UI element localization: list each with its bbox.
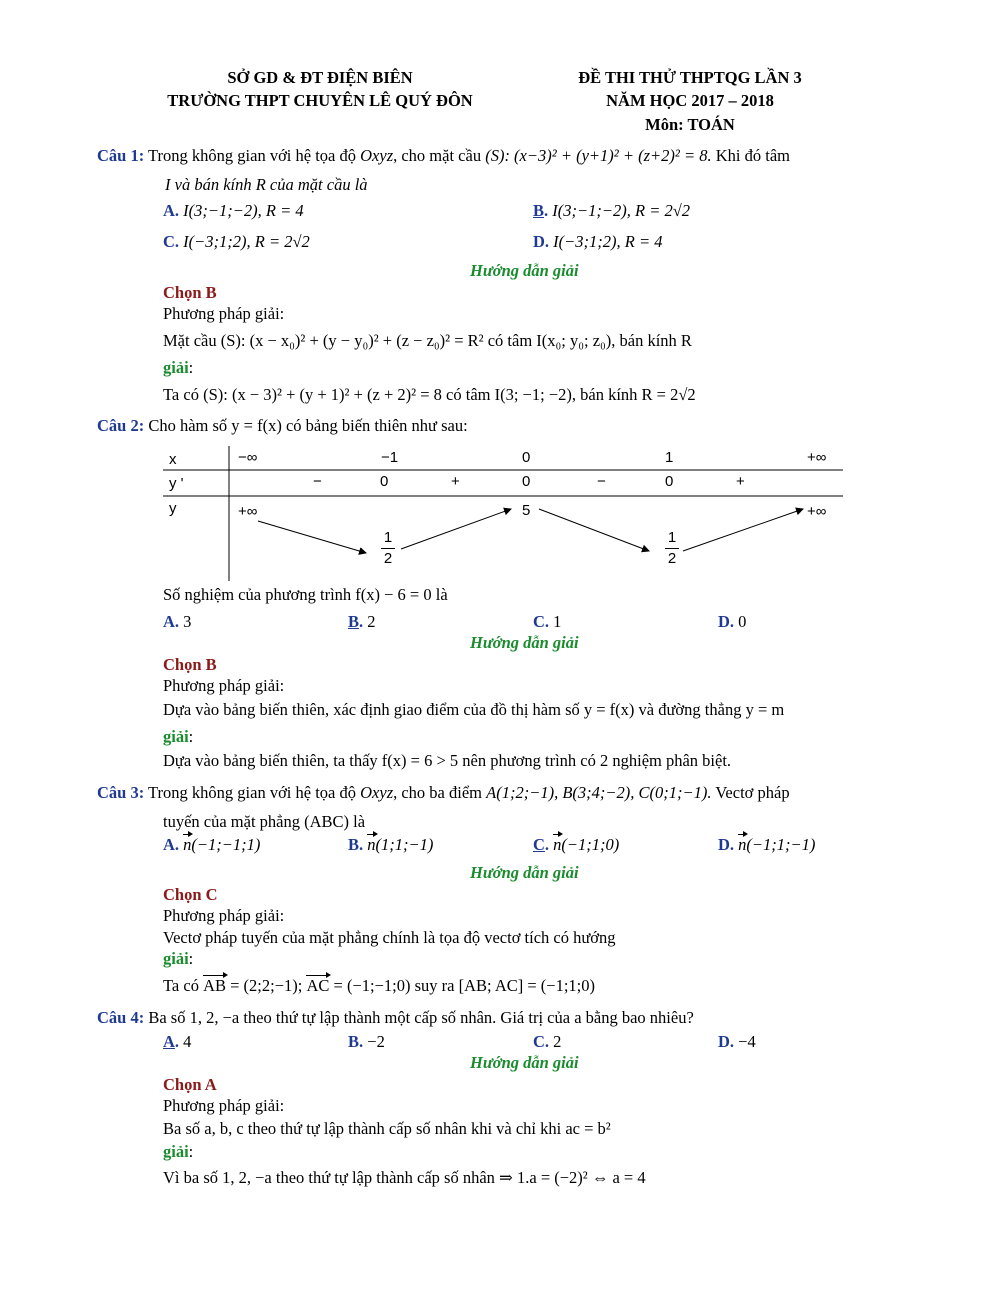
question-3-label: Câu 3:: [97, 783, 145, 802]
y-top-mid: 5: [522, 502, 531, 519]
q3-method-heading: Phương pháp giải:: [163, 906, 285, 925]
q3-option-c-letter: C: [533, 835, 545, 854]
q1-option-a-letter: A.: [163, 201, 180, 220]
q2-option-b-letter: B: [348, 612, 360, 631]
q3-method-text: Vectơ pháp tuyến của mặt phẳng chính là tọa độ vectơ tích có hướng: [163, 928, 616, 947]
q2-method-text: Dựa vào bảng biến thiên, xác định giao điểm của đồ thị hàm số y = f(x) và đường thẳng y = m: [163, 700, 785, 719]
x-val-1: −1: [381, 449, 399, 466]
q3-option-a[interactable]: [163, 835, 260, 855]
question-4: [97, 1008, 694, 1028]
q1-option-d-letter: D.: [533, 232, 550, 251]
yp-sign-3: 0: [522, 473, 531, 490]
q2-solve-label: giải: [163, 727, 189, 746]
q3-option-a-text: (−1;−1;1): [191, 835, 261, 854]
q2-option-a-text: 3: [183, 612, 192, 631]
q3-option-b-letter: B.: [348, 835, 364, 854]
q3-option-b-vector: n: [367, 835, 376, 854]
q4-option-c-text: 2: [553, 1032, 562, 1051]
q2-solve-heading: giải:: [163, 727, 194, 746]
q4-option-c[interactable]: [533, 1032, 561, 1052]
yp-sign-1: 0: [380, 473, 389, 490]
q2-option-a-letter: A.: [163, 612, 180, 631]
q2-option-d-text: 0: [738, 612, 747, 631]
q4-option-b[interactable]: [348, 1032, 385, 1052]
q1-option-c-text: I(−3;1;2), R = 2√2: [183, 232, 310, 251]
x-val-0: −∞: [238, 449, 258, 466]
yp-sign-6: +: [736, 473, 745, 490]
q3-solution-c: = (−1;−1;0) suy ra: [333, 976, 455, 995]
question-2: [97, 416, 468, 436]
yp-sign-5: 0: [665, 473, 674, 490]
question-3-points: A(1;2;−1), B(3;4;−2), C(0;1;−1).: [486, 783, 712, 802]
q1-solution: Ta có (S): (x − 3)² + (y + 1)² + (z + 2)² = 8 có tâm I(3; −1; −2), bán kính R = 2√2: [163, 385, 696, 404]
q2-option-d[interactable]: [718, 612, 746, 632]
x-val-4: +∞: [807, 449, 827, 466]
row-y-label: y: [169, 500, 177, 517]
y-min-1: 1 2: [381, 529, 395, 568]
q1-option-d-text: I(−3;1;2), R = 4: [553, 232, 663, 251]
q1-solve-heading: giải:: [163, 358, 194, 377]
q1-solve-label: giải: [163, 358, 189, 377]
question-1-equation: (S): (x−3)² + (y+1)² + (z+2)² = 8.: [485, 146, 712, 165]
question-3-oxyz: Oxyz: [360, 783, 394, 802]
q4-option-b-letter: B.: [348, 1032, 364, 1051]
question-2-text: Cho hàm số y = f(x) có bảng biến thiên như sau:: [148, 416, 468, 435]
y-top-right: +∞: [807, 503, 827, 520]
question-3-text-c: Vectơ pháp: [715, 783, 790, 802]
q3-cross-product: [AB; AC] = (−1;1;0): [458, 976, 596, 995]
row-x-label: x: [169, 451, 177, 468]
q3-solution-a: Ta có: [163, 976, 199, 995]
row-yp-label: y ': [169, 475, 184, 492]
question-1-text-c: Khi đó tâm: [715, 146, 790, 165]
q4-option-a-letter: A: [163, 1032, 175, 1051]
x-val-2: 0: [522, 449, 531, 466]
q2-option-c-text: 1: [553, 612, 562, 631]
q4-option-d-text: −4: [738, 1032, 756, 1051]
q1-option-b-letter: B: [533, 201, 545, 220]
question-3: [97, 783, 790, 803]
q1-option-c-letter: C.: [163, 232, 180, 251]
yp-sign-4: −: [597, 473, 606, 490]
q3-guide-heading: Hướng dẫn giải: [470, 863, 579, 882]
question-1: [97, 146, 790, 166]
question-1-oxyz: Oxyz: [360, 146, 394, 165]
q3-option-d-letter: D.: [718, 835, 735, 854]
q3-vector-ab: AB: [203, 976, 226, 995]
q4-option-b-text: −2: [367, 1032, 385, 1051]
q4-choice: Chọn A: [163, 1075, 217, 1094]
question-1-text-b: , cho mặt cầu: [393, 146, 482, 165]
q1-option-d[interactable]: [533, 232, 663, 252]
arrow-down-2: [539, 509, 649, 551]
q3-option-a-vector: n: [183, 835, 192, 854]
q2-option-b-text: 2: [367, 612, 376, 631]
q4-solve-label: giải: [163, 1142, 189, 1161]
q2-guide-heading: Hướng dẫn giải: [470, 633, 579, 652]
q3-solution-b: = (2;2;−1);: [230, 976, 303, 995]
q1-option-b-text: I(3;−1;−2), R = 2√2: [552, 201, 691, 220]
q4-solution: Vì ba số 1, 2, −a theo thứ tự lập thành cấp số nhân ⇒ 1.a = (−2)² ⇔ a = 4: [163, 1168, 646, 1187]
q3-vector-ac: AC: [306, 976, 330, 995]
q3-option-c-vector: n: [553, 835, 562, 854]
subject: Môn: TOÁN: [645, 115, 735, 134]
yp-sign-0: −: [313, 473, 322, 490]
yp-sign-2: +: [451, 473, 460, 490]
q1-method-text: Mặt cầu (S): (x − x₀)² + (y − y₀)² + (z − z₀)² = R² có tâm I(x₀; y₀; z₀), bán kính R: [163, 331, 692, 350]
q3-solve-label: giải: [163, 949, 189, 968]
q3-option-b-text: (1;1;−1): [375, 835, 434, 854]
q1-method-heading: Phương pháp giải:: [163, 304, 285, 323]
q4-method-heading: Phương pháp giải:: [163, 1096, 285, 1115]
arrow-up-2: [683, 509, 803, 551]
variation-table-lines: [163, 443, 843, 583]
exam-title: ĐỀ THI THỬ THPTQG LẦN 3: [578, 68, 802, 87]
q3-option-d-text: (−1;1;−1): [746, 835, 816, 854]
question-4-text: Ba số 1, 2, −a theo thứ tự lập thành một cấp số nhân. Giá trị của a bằng bao nhiêu?: [148, 1008, 694, 1027]
q2-option-a[interactable]: [163, 612, 191, 632]
q3-solution: [163, 976, 595, 996]
school-department: SỞ GD & ĐT ĐIỆN BIÊN: [227, 68, 413, 87]
q3-option-d-vector: n: [738, 835, 747, 854]
q3-option-a-letter: A.: [163, 835, 180, 854]
q2-option-b[interactable]: B. 2: [348, 612, 376, 631]
question-3-text-b: , cho ba điểm: [393, 783, 482, 802]
q1-option-b[interactable]: B. I(3;−1;−2), R = 2√2: [533, 201, 691, 220]
question-3-line2: tuyến của mặt phẳng (ABC) là: [163, 812, 366, 831]
x-val-3: 1: [665, 449, 674, 466]
school-name: TRƯỜNG THPT CHUYÊN LÊ QUÝ ĐÔN: [167, 91, 473, 110]
q3-option-b[interactable]: [348, 835, 433, 855]
q3-option-c[interactable]: C. n(−1;1;0): [533, 835, 620, 854]
variation-table: [163, 443, 843, 583]
q1-option-a[interactable]: [163, 201, 304, 221]
q2-question: Số nghiệm của phương trình f(x) − 6 = 0 là: [163, 585, 448, 604]
q1-option-a-text: I(3;−1;−2), R = 4: [183, 201, 304, 220]
q3-option-d[interactable]: [718, 835, 815, 855]
q2-choice: Chọn B: [163, 655, 217, 674]
q3-option-c-text: (−1;1;0): [561, 835, 620, 854]
q4-option-d-letter: D.: [718, 1032, 735, 1051]
q3-choice: Chọn C: [163, 885, 218, 904]
question-3-text-a: Trong không gian với hệ tọa độ: [148, 783, 356, 802]
school-year: NĂM HỌC 2017 – 2018: [606, 91, 774, 110]
arrow-up-1: [401, 509, 511, 549]
q1-choice: Chọn B: [163, 283, 217, 302]
q4-option-a[interactable]: A. 4: [163, 1032, 192, 1051]
y-top-left: +∞: [238, 503, 258, 520]
question-1-label: Câu 1:: [97, 146, 145, 165]
question-4-label: Câu 4:: [97, 1008, 145, 1027]
q1-guide-heading: Hướng dẫn giải: [470, 261, 579, 280]
q1-option-c[interactable]: [163, 232, 310, 252]
q4-solve-heading: giải:: [163, 1142, 194, 1161]
q2-option-c-letter: C.: [533, 612, 550, 631]
question-2-label: Câu 2:: [97, 416, 145, 435]
q4-guide-heading: Hướng dẫn giải: [470, 1053, 579, 1072]
question-1-line2: I và bán kính R của mặt cầu là: [165, 175, 368, 194]
q2-solution: Dựa vào bảng biến thiên, ta thấy f(x) = 6 > 5 nên phương trình có 2 nghiệm phân biệt.: [163, 751, 732, 770]
q4-option-c-letter: C.: [533, 1032, 550, 1051]
q4-method-text: Ba số a, b, c theo thứ tự lập thành cấp số nhân khi và chỉ khi ac = b²: [163, 1119, 611, 1138]
q2-option-c[interactable]: [533, 612, 561, 632]
q4-option-d[interactable]: [718, 1032, 756, 1052]
arrow-down-1: [258, 521, 366, 553]
q2-option-d-letter: D.: [718, 612, 735, 631]
q2-method-heading: Phương pháp giải:: [163, 676, 285, 695]
q3-solve-heading: giải:: [163, 949, 194, 968]
question-1-text-a: Trong không gian với hệ tọa độ: [148, 146, 356, 165]
q4-option-a-text: 4: [183, 1032, 192, 1051]
y-min-2: 1 2: [665, 529, 679, 568]
